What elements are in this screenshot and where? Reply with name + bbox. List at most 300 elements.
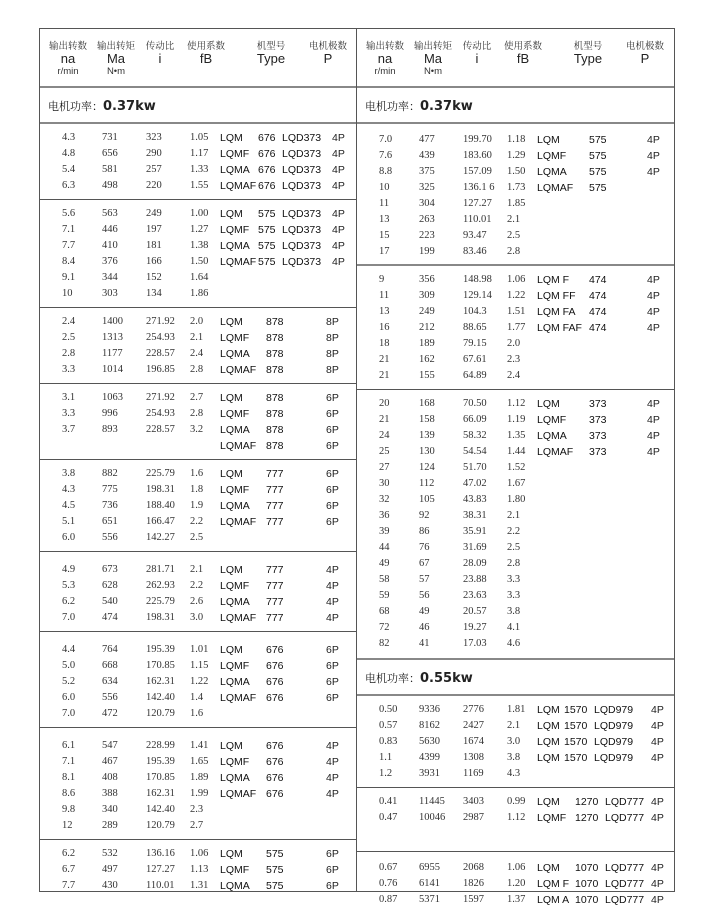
service-factor: 1.4 xyxy=(190,692,204,703)
output-speed: 72 xyxy=(379,622,390,633)
output-speed: 10 xyxy=(62,288,73,299)
model-series: LQM xyxy=(220,316,243,328)
header-na-unit: r/min xyxy=(374,66,396,77)
service-factor: 1.22 xyxy=(190,676,209,687)
pole-count: 6P xyxy=(326,516,339,528)
model-series: LQM FA xyxy=(537,306,576,318)
output-torque: 376 xyxy=(102,256,118,267)
service-factor: 1.06 xyxy=(190,848,209,859)
output-torque: 130 xyxy=(419,446,435,457)
output-speed: 0.41 xyxy=(379,796,398,807)
output-torque: 996 xyxy=(102,408,118,419)
output-torque: 410 xyxy=(102,240,118,251)
service-factor: 1.00 xyxy=(190,208,209,219)
pole-count: 4P xyxy=(326,580,339,592)
output-speed: 7.6 xyxy=(379,150,393,161)
table-row xyxy=(40,530,356,546)
service-factor: 2.0 xyxy=(507,338,521,349)
model-size: 575 xyxy=(266,848,284,860)
output-speed: 6.0 xyxy=(62,692,76,703)
model-size: 777 xyxy=(266,612,284,624)
ratio: 64.89 xyxy=(463,370,487,381)
model-size: 878 xyxy=(266,316,284,328)
output-torque: 439 xyxy=(419,150,435,161)
model-size: 575 xyxy=(266,880,284,892)
pole-count: 8P xyxy=(326,332,339,344)
service-factor: 1.67 xyxy=(507,478,526,489)
service-factor: 2.1 xyxy=(190,564,204,575)
model-series: LQMA xyxy=(220,596,250,608)
motor-model: LQD373 xyxy=(282,208,322,220)
table-row xyxy=(357,620,674,636)
ratio: 228.57 xyxy=(146,424,175,435)
table-row xyxy=(40,270,356,286)
output-speed: 20 xyxy=(379,398,390,409)
model-series: LQM xyxy=(537,752,560,764)
model-series: LQMA xyxy=(537,166,567,178)
output-torque: 249 xyxy=(419,306,435,317)
header-ma-unit: N•m xyxy=(106,66,126,77)
output-torque: 446 xyxy=(102,224,118,235)
output-speed: 17 xyxy=(379,246,390,257)
service-factor: 1.81 xyxy=(507,704,526,715)
ratio: 54.54 xyxy=(463,446,487,457)
model-series: LQMA xyxy=(220,348,250,360)
ratio: 20.57 xyxy=(463,606,487,617)
motor-model: LQD979 xyxy=(594,752,634,764)
model-size: 777 xyxy=(266,500,284,512)
output-torque: 882 xyxy=(102,468,118,479)
model-series: LQM xyxy=(537,134,560,146)
table-row xyxy=(357,272,674,288)
output-torque: 11445 xyxy=(419,796,445,807)
output-speed: 0.47 xyxy=(379,812,398,823)
output-speed: 36 xyxy=(379,510,390,521)
output-torque: 76 xyxy=(419,542,430,553)
output-torque: 581 xyxy=(102,164,118,175)
model-size: 1570 xyxy=(564,720,588,732)
table-row xyxy=(40,738,356,754)
output-torque: 304 xyxy=(419,198,435,209)
ratio: 93.47 xyxy=(463,230,487,241)
pole-count: 4P xyxy=(332,132,345,144)
pole-count: 6P xyxy=(326,848,339,860)
ratio: 220 xyxy=(146,180,162,191)
table-row xyxy=(40,362,356,378)
model-series: LQM xyxy=(220,208,243,220)
ratio: 120.79 xyxy=(146,708,175,719)
ratio: 2987 xyxy=(463,812,484,823)
service-factor: 1.01 xyxy=(190,644,209,655)
motor-model: LQD777 xyxy=(605,812,645,824)
table-row xyxy=(40,314,356,330)
pole-count: 4P xyxy=(647,134,660,146)
output-speed: 7.7 xyxy=(62,880,76,891)
pole-count: 4P xyxy=(332,148,345,160)
ratio: 183.60 xyxy=(463,150,492,161)
table-row xyxy=(357,320,674,336)
table-row xyxy=(357,588,674,604)
service-factor: 3.3 xyxy=(507,590,521,601)
model-series: LQMA xyxy=(220,772,250,784)
output-speed: 21 xyxy=(379,354,390,365)
pole-count: 4P xyxy=(326,788,339,800)
service-factor: 1.29 xyxy=(507,150,526,161)
table-row xyxy=(357,244,674,260)
output-torque: 5630 xyxy=(419,736,440,747)
output-torque: 168 xyxy=(419,398,435,409)
service-factor: 1.37 xyxy=(507,894,526,905)
ratio: 2427 xyxy=(463,720,484,731)
service-factor: 1.27 xyxy=(190,224,209,235)
right-column xyxy=(357,29,674,906)
service-factor: 2.8 xyxy=(507,558,521,569)
model-size: 373 xyxy=(589,398,607,410)
header-na-symbol: na xyxy=(60,51,76,66)
service-factor: 2.5 xyxy=(507,230,521,241)
output-speed: 3.1 xyxy=(62,392,76,403)
model-size: 575 xyxy=(266,864,284,876)
table-row xyxy=(357,132,674,148)
model-size: 373 xyxy=(589,430,607,442)
output-torque: 10046 xyxy=(419,812,446,823)
table-row xyxy=(40,514,356,530)
output-torque: 212 xyxy=(419,322,435,333)
output-torque: 340 xyxy=(102,804,118,815)
motor-model: LQD979 xyxy=(594,720,634,732)
motor-power-prefix: 电机功率： xyxy=(365,673,420,685)
service-factor: 1.33 xyxy=(190,164,209,175)
service-factor: 2.8 xyxy=(190,364,204,375)
ratio: 23.63 xyxy=(463,590,487,601)
model-size: 676 xyxy=(266,660,284,672)
output-torque: 497 xyxy=(102,864,118,875)
pole-count: 4P xyxy=(651,862,664,874)
model-size: 575 xyxy=(258,240,276,252)
table-row xyxy=(357,212,674,228)
output-torque: 498 xyxy=(102,180,118,191)
ratio: 157.09 xyxy=(463,166,492,177)
model-series: LQM xyxy=(537,704,560,716)
ratio: 198.31 xyxy=(146,612,175,623)
motor-model: LQD373 xyxy=(282,240,322,252)
output-speed: 12 xyxy=(62,820,73,831)
column-header xyxy=(357,29,674,88)
model-series: LQMAF xyxy=(220,612,257,624)
output-torque: 9336 xyxy=(419,704,440,715)
output-torque: 764 xyxy=(102,644,118,655)
output-speed: 6.3 xyxy=(62,180,76,191)
service-factor: 2.8 xyxy=(190,408,204,419)
header-ma-cn: 输出转矩 xyxy=(96,41,135,52)
table-row xyxy=(357,540,674,556)
pole-count: 4P xyxy=(332,180,345,192)
table-row xyxy=(357,508,674,524)
pole-count: 4P xyxy=(651,796,664,808)
ratio: 195.39 xyxy=(146,756,175,767)
output-speed: 82 xyxy=(379,638,390,649)
motor-model: LQD373 xyxy=(282,148,322,160)
model-size: 373 xyxy=(589,414,607,426)
service-factor: 1.6 xyxy=(190,468,204,479)
header-na-symbol: na xyxy=(377,51,393,66)
model-series: LQM xyxy=(537,736,560,748)
motor-power-row xyxy=(357,660,674,696)
output-speed: 2.4 xyxy=(62,316,76,327)
pole-count: 6P xyxy=(326,440,339,452)
model-series: LQMF xyxy=(220,580,250,592)
ratio: 162.31 xyxy=(146,676,175,687)
ratio: 43.83 xyxy=(463,494,487,505)
header-na-unit: r/min xyxy=(57,66,79,77)
header-ma xyxy=(409,41,457,77)
ratio: 225.79 xyxy=(146,468,175,479)
output-speed: 39 xyxy=(379,526,390,537)
service-factor: 1.17 xyxy=(190,148,209,159)
table-row xyxy=(40,642,356,658)
model-size: 676 xyxy=(266,740,284,752)
output-speed: 24 xyxy=(379,430,390,441)
service-factor: 1.51 xyxy=(507,306,526,317)
header-fb-symbol: fB xyxy=(516,51,530,66)
service-factor: 1.12 xyxy=(507,812,526,823)
output-torque: 124 xyxy=(419,462,435,473)
ratio: 127.27 xyxy=(146,864,175,875)
model-size: 878 xyxy=(266,348,284,360)
table-row xyxy=(40,786,356,802)
motor-power-row xyxy=(357,88,674,124)
service-factor: 2.1 xyxy=(190,332,204,343)
header-type-cn: 机型号 xyxy=(573,41,603,52)
data-group xyxy=(40,308,356,384)
output-speed: 59 xyxy=(379,590,390,601)
ratio: 170.85 xyxy=(146,660,175,671)
table-row xyxy=(357,396,674,412)
output-torque: 309 xyxy=(419,290,435,301)
output-speed: 8.4 xyxy=(62,256,76,267)
service-factor: 1.31 xyxy=(190,880,209,891)
model-series: LQMF xyxy=(220,756,250,768)
ratio: 70.50 xyxy=(463,398,487,409)
pole-count: 8P xyxy=(326,348,339,360)
table-row xyxy=(40,610,356,626)
output-torque: 6141 xyxy=(419,878,440,889)
motor-model: LQD979 xyxy=(594,704,634,716)
output-torque: 467 xyxy=(102,756,118,767)
service-factor: 3.0 xyxy=(190,612,204,623)
model-size: 777 xyxy=(266,596,284,608)
output-speed: 4.3 xyxy=(62,132,76,143)
pole-count: 6P xyxy=(326,880,339,892)
ratio: 136.1 6 xyxy=(463,182,495,193)
pole-count: 4P xyxy=(647,150,660,162)
pole-count: 4P xyxy=(647,166,660,178)
model-size: 878 xyxy=(266,364,284,376)
motor-model: LQD373 xyxy=(282,164,322,176)
output-torque: 1400 xyxy=(102,316,123,327)
pole-count: 6P xyxy=(326,392,339,404)
output-speed: 4.8 xyxy=(62,148,76,159)
output-torque: 3931 xyxy=(419,768,440,779)
pole-count: 8P xyxy=(326,316,339,328)
model-series: LQMA xyxy=(220,500,250,512)
header-ma xyxy=(92,41,140,77)
output-speed: 11 xyxy=(379,198,390,209)
output-speed: 6.2 xyxy=(62,848,76,859)
output-torque: 1177 xyxy=(102,348,123,359)
pole-count: 4P xyxy=(326,612,339,624)
ratio: 170.85 xyxy=(146,772,175,783)
service-factor: 2.0 xyxy=(190,316,204,327)
output-speed: 7.0 xyxy=(62,612,76,623)
output-torque: 634 xyxy=(102,676,118,687)
header-type-symbol: Type xyxy=(256,51,286,66)
ratio: 142.40 xyxy=(146,804,175,815)
header-i-cn: 传动比 xyxy=(145,41,175,52)
service-factor: 2.6 xyxy=(190,596,204,607)
service-factor: 1.86 xyxy=(190,288,209,299)
ratio: 254.93 xyxy=(146,408,175,419)
pole-count: 4P xyxy=(326,772,339,784)
output-speed: 4.3 xyxy=(62,484,76,495)
model-series: LQMF xyxy=(220,660,250,672)
ratio: 323 xyxy=(146,132,162,143)
model-size: 878 xyxy=(266,392,284,404)
output-torque: 736 xyxy=(102,500,118,511)
header-type-symbol: Type xyxy=(573,51,603,66)
pole-count: 6P xyxy=(326,424,339,436)
table-row xyxy=(40,594,356,610)
motor-model: LQD777 xyxy=(605,878,645,890)
model-series: LQMF xyxy=(220,224,250,236)
header-p-cn: 电机极数 xyxy=(308,41,347,52)
table-row xyxy=(40,482,356,498)
pole-count: 4P xyxy=(647,446,660,458)
output-torque: 155 xyxy=(419,370,435,381)
output-speed: 6.0 xyxy=(62,532,76,543)
service-factor: 2.7 xyxy=(190,392,204,403)
header-fb-cn: 使用系数 xyxy=(503,41,542,52)
pole-count: 4P xyxy=(647,274,660,286)
ratio: 198.31 xyxy=(146,484,175,495)
service-factor: 1.8 xyxy=(190,484,204,495)
output-torque: 56 xyxy=(419,590,430,601)
header-p xyxy=(302,41,354,66)
ratio: 28.09 xyxy=(463,558,487,569)
output-speed: 8.6 xyxy=(62,788,76,799)
table-row xyxy=(40,674,356,690)
header-ma-cn: 输出转矩 xyxy=(413,41,452,52)
service-factor: 3.3 xyxy=(507,574,521,585)
model-size: 575 xyxy=(258,208,276,220)
table-row xyxy=(40,690,356,706)
header-na-cn: 输出转数 xyxy=(48,41,87,52)
pole-count: 4P xyxy=(651,894,664,906)
model-series: LQM xyxy=(220,392,243,404)
service-factor: 4.3 xyxy=(507,768,521,779)
output-speed: 9 xyxy=(379,274,385,285)
model-series: LQMF xyxy=(220,332,250,344)
output-speed: 1.2 xyxy=(379,768,393,779)
table-row xyxy=(357,476,674,492)
output-speed: 3.3 xyxy=(62,408,76,419)
model-size: 1270 xyxy=(575,812,599,824)
ratio: 129.14 xyxy=(463,290,492,301)
service-factor: 1.9 xyxy=(190,500,204,511)
model-size: 676 xyxy=(258,164,276,176)
model-size: 676 xyxy=(266,692,284,704)
model-series: LQM xyxy=(220,468,243,480)
pole-count: 8P xyxy=(326,364,339,376)
output-torque: 189 xyxy=(419,338,435,349)
model-size: 575 xyxy=(589,182,607,194)
table-row xyxy=(40,706,356,722)
header-i xyxy=(457,41,497,66)
table-row xyxy=(357,304,674,320)
header-type xyxy=(553,41,623,66)
service-factor: 2.8 xyxy=(507,246,521,257)
output-speed: 21 xyxy=(379,370,390,381)
header-p-symbol: P xyxy=(640,51,650,66)
table-row xyxy=(357,180,674,196)
ratio: 181 xyxy=(146,240,162,251)
pole-count: 6P xyxy=(326,864,339,876)
ratio: 110.01 xyxy=(463,214,492,225)
service-factor: 1.77 xyxy=(507,322,526,333)
model-size: 676 xyxy=(258,148,276,160)
ratio: 67.61 xyxy=(463,354,487,365)
output-torque: 49 xyxy=(419,606,430,617)
data-group xyxy=(40,200,356,308)
service-factor: 2.1 xyxy=(507,214,521,225)
pole-count: 4P xyxy=(647,290,660,302)
output-speed: 15 xyxy=(379,230,390,241)
table-row xyxy=(40,802,356,818)
service-factor: 2.7 xyxy=(190,820,204,831)
output-torque: 158 xyxy=(419,414,435,425)
output-torque: 547 xyxy=(102,740,118,751)
output-torque: 162 xyxy=(419,354,435,365)
output-torque: 408 xyxy=(102,772,118,783)
ratio: 1826 xyxy=(463,878,484,889)
model-series: LQMAF xyxy=(220,516,257,528)
model-size: 1570 xyxy=(564,752,588,764)
model-size: 1070 xyxy=(575,894,599,906)
output-speed: 30 xyxy=(379,478,390,489)
output-speed: 32 xyxy=(379,494,390,505)
output-speed: 4.5 xyxy=(62,500,76,511)
ratio: 2776 xyxy=(463,704,484,715)
ratio: 127.27 xyxy=(463,198,492,209)
model-size: 575 xyxy=(258,256,276,268)
header-ma-unit: N•m xyxy=(423,66,443,77)
ratio: 66.09 xyxy=(463,414,487,425)
model-size: 777 xyxy=(266,580,284,592)
output-torque: 651 xyxy=(102,516,118,527)
pole-count: 4P xyxy=(326,740,339,752)
table-row xyxy=(357,556,674,572)
output-torque: 1313 xyxy=(102,332,123,343)
service-factor: 1.20 xyxy=(507,878,526,889)
model-size: 474 xyxy=(589,274,607,286)
output-speed: 11 xyxy=(379,290,390,301)
data-group xyxy=(40,552,356,632)
model-series: LQM xyxy=(220,564,243,576)
model-series: LQMAF xyxy=(220,440,257,452)
header-i-symbol: i xyxy=(475,51,479,66)
pole-count: 4P xyxy=(332,256,345,268)
model-size: 575 xyxy=(589,166,607,178)
